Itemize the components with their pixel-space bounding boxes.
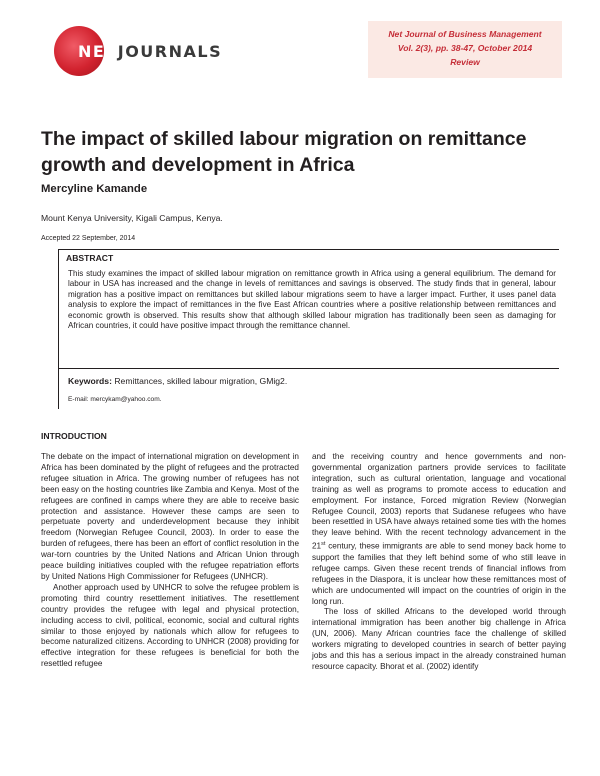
logo-wordmark — [78, 42, 222, 61]
abstract-box — [58, 249, 559, 409]
keywords-text: Remittances, skilled labour migration, GMig2. — [114, 376, 288, 386]
intro-paragraph-1: The debate on the impact of international migration on development in Africa has been dominated by the plight of refugees and the protracted refugee situation in Africa. The growing number of refugees has not been easy on the hosting countries like Zambia and Kenya. Most of the refugees are confined in camps where they are able to receive basic protection and assistance. However these camps are seen to perpetuate poverty and underdevelopment because they inhibit freedom (Norwegian Refugee Council, 2003). In order to ease the burden of refugees, there has been an effort of conflict resolution in the war-torn countries by the United Nations and African Union through peace building initiatives coupled with the refugee repatriation efforts by United Nations High Commissioner for Refugees (UNHCR). — [41, 452, 299, 581]
author-name: Mercyline Kamande — [41, 183, 148, 195]
abstract-top-rule — [59, 249, 559, 250]
article-type: Review — [450, 57, 480, 67]
abstract-heading: ABSTRACT — [66, 253, 114, 263]
intro-paragraph-2: Another approach used by UNHCR to solve the refugee problem is promoting third country resettlement initiatives. The resettlement country provides the refugee with legal and physical protection, including access to civil, political, economic, social and cultural rights similar to those enjoyed by nationals which allow for refugees to become naturalized citizens. According to UNHCR (2008) providing for effective integration for these refugees is beneficial for both the resettled refugee — [41, 582, 299, 669]
author-email: E-mail: mercykam@yahoo.com. — [68, 396, 162, 403]
abstract-text: This study examines the impact of skilled labour migration on remittance growth in Africa using a general equilibrium. The demand for labour in USA has increased and the change in levels of remittances and savings is observed. The study finds that in general, labour migration has a positive impact on remittances but skilled labour migrations seem to have a larger impact. Further, it uses panel data analysis to explore the impact of remittances in the five East African countries where a positive relationship between remittances and economic growth is observed. This results show that although skilled labour migration has traditionally been seen as damaging for African countries, it could have positive impact through the remittance channel. — [68, 269, 556, 331]
body-column-right — [312, 452, 566, 673]
keywords-line — [68, 376, 287, 386]
journal-volume: Vol. 2(3), pp. 38-47, October 2014 — [397, 43, 533, 53]
body-column-left — [41, 452, 299, 670]
intro-paragraph-3-part-b: century, these immigrants are able to send money back home to support the families that they left behind some of who still leave in refugee camps. Given these recent trends of financial inflows from refugees in the Diaspora, it is unclear how these remittances most of which are undocumented will impact on the countries of origin in the long run. — [312, 541, 566, 606]
paper-title: The impact of skilled labour migration on remittance growth and development in Africa — [41, 128, 527, 176]
superscript-st: st — [321, 541, 326, 548]
intro-paragraph-3-part-a: and the receiving country and hence governments and non-governmental organization partners provide services to facilitate integration, such as cultural orientation, language and vocational training as well as programs to promote access to education and employment. For instance, Forced migration Review (Norwegian Refugee Council, 2003) reports that Sudanese refugees who have been resettled in USA have always retained some ties with the homes they leave behind. With the recent technology advancement in the 21 — [312, 452, 566, 551]
journal-info-box — [368, 21, 562, 78]
intro-paragraph-3 — [312, 452, 566, 607]
accepted-date: Accepted 22 September, 2014 — [41, 235, 136, 242]
logo-journals-text: JOURNALS — [117, 42, 223, 61]
author-affiliation: Mount Kenya University, Kigali Campus, Kenya. — [41, 213, 223, 223]
keywords-label: Keywords: — [68, 376, 112, 386]
intro-paragraph-4: The loss of skilled Africans to the developed world through international immigration has been another big challenge in Africa (UN, 2006). Many African countries face the challenge of skilled workers migrating to developed countries in search of better paying jobs and this has a serious impact in the already constrained human resource capacity. Bhorat et al. (2002) identify — [312, 607, 566, 671]
introduction-heading: INTRODUCTION — [41, 431, 107, 441]
logo-net-text: NET — [78, 42, 118, 61]
abstract-divider — [59, 368, 559, 369]
journal-logo — [38, 22, 223, 80]
journal-name: Net Journal of Business Management — [388, 29, 542, 39]
